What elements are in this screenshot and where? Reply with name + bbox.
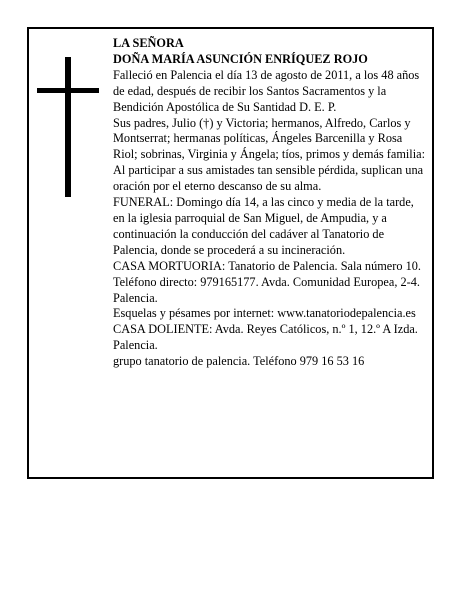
casa-doliente-paragraph: CASA DOLIENTE: Avda. Reyes Católicos, n.º 1, 12.º A Izda. Palencia. (113, 322, 418, 353)
esquelas-paragraph: Esquelas y pésames por internet: www.tanatoriodepalencia.es (113, 306, 416, 321)
notice-heading: LA SEÑORA (113, 36, 184, 50)
deceased-name: DOÑA MARÍA ASUNCIÓN ENRÍQUEZ ROJO (113, 51, 368, 66)
casa-mortuoria-paragraph: CASA MORTUORIA: Tanatorio de Palencia. Sala número 10. Teléfono directo: 979165177. Avda. Comunidad Europea, 2-4. Palencia. (113, 258, 421, 305)
family-paragraph: Sus padres, Julio (†) y Victoria; hermanos, Alfredo, Carlos y Montserrat; hermanas políticas, Ángeles Barcenilla y Rosa Riol; sobrinas, Virginia y Ángela; tíos, primos y demás familia: (113, 115, 426, 162)
funeral-paragraph: FUNERAL: Domingo día 14, a las cinco y media de la tarde, en la iglesia parroquial de San Miguel, de Ampudia, y a continuación la conducción del cadáver al Tanatorio de Palencia, donde se procederá a su incineración. (113, 195, 414, 257)
cross-icon-vertical-bar (65, 57, 71, 197)
death-paragraph: Falleció en Palencia el día 13 de agosto de 2011, a los 48 años de edad, después de recibir los Santos Sacramentos y la Bendición Apostólica de Su Santidad D. E. P. (113, 67, 420, 114)
footer-contact: grupo tanatorio de palencia. Teléfono 979 16 53 16 (113, 354, 365, 369)
prayer-paragraph: Al participar a sus amistades tan sensible pérdida, suplican una oración por el eterno descanso de su alma. (113, 163, 424, 194)
cross-icon-horizontal-bar (37, 88, 99, 93)
obituary-text (113, 36, 425, 370)
